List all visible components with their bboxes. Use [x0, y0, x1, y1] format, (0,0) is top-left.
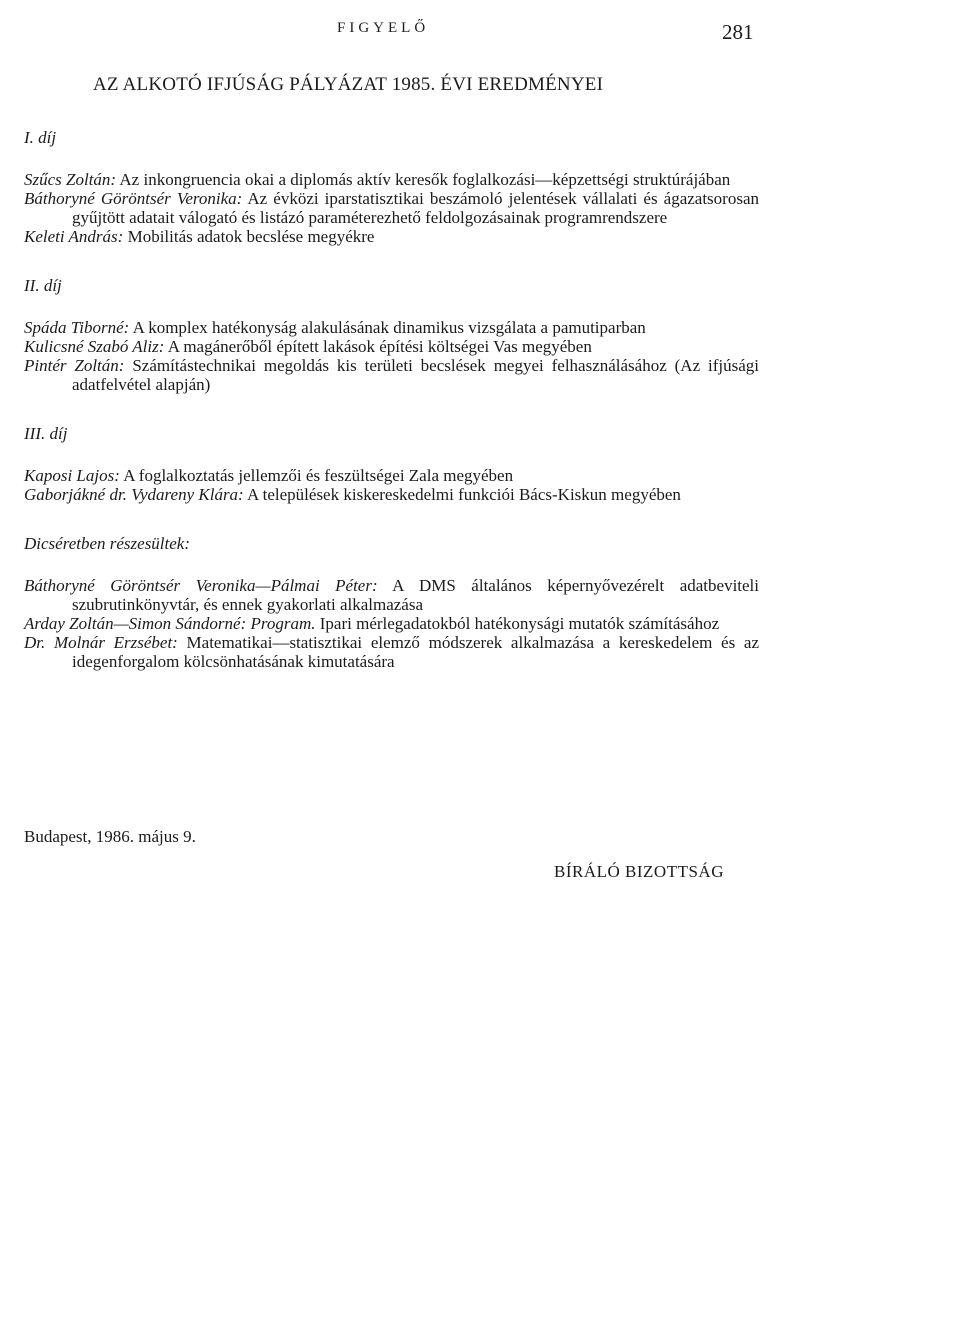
entry-author: Báthoryné Göröntsér Veronika—Pálmai Péter:: [24, 576, 378, 595]
entry-author: Kaposi Lajos:: [24, 466, 120, 485]
date-line: Budapest, 1986. május 9.: [24, 827, 196, 846]
list-item: [24, 189, 759, 227]
entry-title: Ipari mérlegadatokból hatékonysági mutatók számításához: [319, 614, 720, 633]
page-title: AZ ALKOTÓ IFJÚSÁG PÁLYÁZAT 1985. ÉVI EREDMÉNYEI: [93, 74, 604, 95]
list-item: [24, 337, 759, 356]
list-item: [24, 633, 759, 671]
entry-title: Matematikai—statisztikai elemző módszerek alkalmazása a kereskedelem és az idegenforgalom kölcsönhatásának kimutatására: [72, 633, 759, 671]
section-heading: I. díj: [24, 128, 57, 147]
section-second-prize: [24, 276, 759, 394]
list-item: [24, 466, 759, 485]
entry-author: Kulicsné Szabó Aliz:: [24, 337, 165, 356]
list-item: [24, 318, 759, 337]
entry-author: Báthoryné Göröntsér Veronika:: [24, 189, 243, 208]
entry-author: Dr. Molnár Erzsébet:: [24, 633, 178, 652]
entry-title: A települések kiskereskedelmi funkciói Bács-Kiskun megyében: [247, 485, 681, 504]
entry-author: Spáda Tiborné:: [24, 318, 130, 337]
journal-name: FIGYELŐ: [337, 20, 430, 36]
entry-title: A DMS általános képernyővezérelt adatbeviteli szubrutinkönyvtár, és ennek gyakorlati alkalmazása: [72, 576, 760, 614]
results-body: [24, 128, 759, 701]
running-head: [0, 18, 960, 48]
list-item: [24, 485, 759, 504]
entry-title: A komplex hatékonyság alakulásának dinamikus vizsgálata a pamutiparban: [132, 318, 646, 337]
section-first-prize: [24, 128, 759, 246]
list-item: [24, 170, 759, 189]
list-item: [24, 614, 759, 633]
page-number: 281: [722, 20, 754, 44]
entry-title: Az évközi iparstatisztikai beszámoló jelentések vállalati és ágazatsorosan gyűjtött adatait válogató és listázó paraméterezhető feldolgozásainak programrendszere: [72, 189, 759, 227]
section-heading: II. díj: [24, 276, 62, 295]
section-heading: Dicséretben részesültek:: [24, 534, 191, 553]
section-third-prize: [24, 424, 759, 504]
entry-author: Pintér Zoltán:: [24, 356, 125, 375]
list-item: [24, 227, 759, 246]
entry-title: Számítástechnikai megoldás kis területi becslések megyei felhasználásához (Az ifjúsági adatfelvétel alapján): [72, 356, 760, 394]
entry-title: Az inkongruencia okai a diplomás aktív keresők foglalkozási—képzettségi struktúrájában: [119, 170, 731, 189]
section-heading: III. díj: [24, 424, 68, 443]
list-item: [24, 356, 759, 394]
section-commendations: [24, 534, 759, 671]
entry-author: Szűcs Zoltán:: [24, 170, 117, 189]
entry-title: A magánerőből épített lakások építési költségei Vas megyében: [167, 337, 592, 356]
entry-title: Mobilitás adatok becslése megyékre: [127, 227, 375, 246]
entry-title: A foglalkoztatás jellemzői és feszültségei Zala megyében: [123, 466, 514, 485]
list-item: [24, 576, 759, 614]
entry-author: Keleti András:: [24, 227, 124, 246]
entry-author: Arday Zoltán—Simon Sándorné: Program.: [24, 614, 316, 633]
entry-author: Gaborjákné dr. Vydareny Klára:: [24, 485, 244, 504]
committee-signature: BÍRÁLÓ BIZOTTSÁG: [554, 862, 724, 881]
